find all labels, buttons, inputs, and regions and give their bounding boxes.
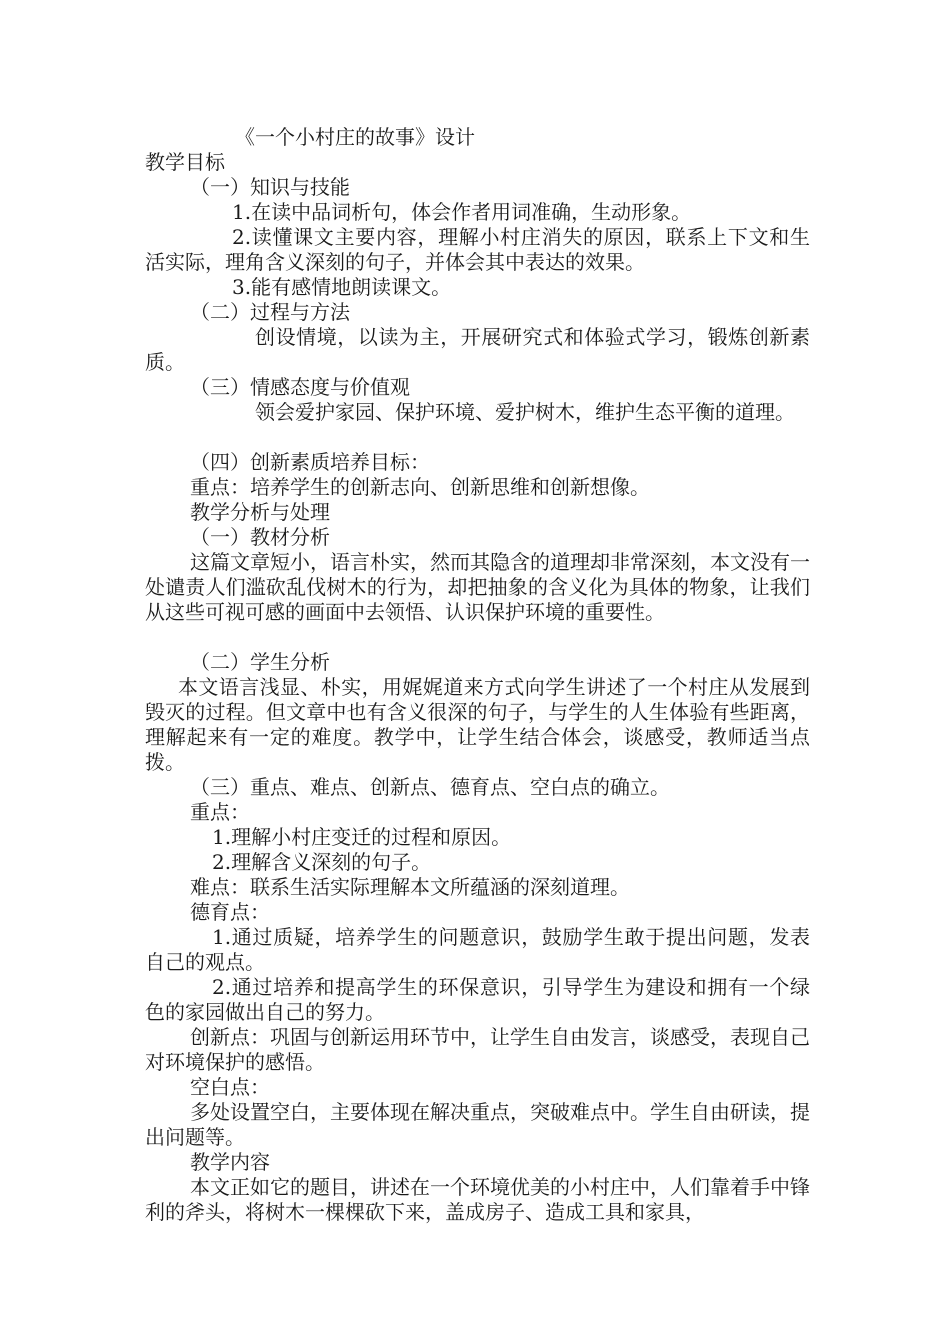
- section-heading-analysis: 教学分析与处理: [190, 500, 330, 524]
- key-item-2: 2.理解含义深刻的句子。: [212, 850, 432, 874]
- content-text: 本文正如它的题目，讲述在一个环境优美的小村庄中，人们靠着手中锋利的斧头，将树木一棵棵砍下来，盖成房子、造成工具和家具，: [145, 1175, 810, 1224]
- section-heading-objectives: 教学目标: [145, 150, 225, 174]
- subheading-innovation-goals: （四）创新素质培养目标：: [190, 450, 430, 474]
- document-title: 《一个小村庄的故事》设计: [235, 125, 475, 149]
- key-label: 重点：: [190, 800, 250, 824]
- subheading-material-analysis: （一）教材分析: [190, 525, 330, 549]
- innovation-goals-text: 重点：培养学生的创新志向、创新思维和创新想像。: [190, 475, 650, 499]
- key-item-1: 1.理解小村庄变迁的过程和原因。: [212, 825, 512, 849]
- subheading-knowledge-skills: （一）知识与技能: [190, 175, 350, 199]
- objective-item-1: 1.在读中品词析句，体会作者用词准确，生动形象。: [232, 200, 692, 224]
- process-method-text: 创设情境，以读为主，开展研究式和体验式学习，锻炼创新素质。: [145, 325, 810, 374]
- subheading-student-analysis: （二）学生分析: [190, 650, 330, 674]
- section-heading-content: 教学内容: [190, 1150, 270, 1174]
- subheading-emotion-values: （三）情感态度与价值观: [190, 375, 410, 399]
- objective-item-3: 3.能有感情地朗读课文。: [232, 275, 452, 299]
- material-analysis-text: 这篇文章短小，语言朴实，然而其隐含的道理却非常深刻，本文没有一处谴责人们滥砍乱伐树木的行为，却把抽象的含义化为具体的物象，让我们从这些可视可感的画面中去领悟、认识保护环境的重要性。: [145, 550, 810, 624]
- emotion-values-text: 领会爱护家园、保护环境、爱护树木，维护生态平衡的道理。: [255, 400, 795, 424]
- moral-item-1: 1.通过质疑，培养学生的问题意识，鼓励学生敢于提出问题，发表自己的观点。: [145, 925, 810, 974]
- blank-point-text: 多处设置空白，主要体现在解决重点，突破难点中。学生自由研读，提出问题等。: [145, 1100, 810, 1149]
- innovation-point-text: 创新点：巩固与创新运用环节中，让学生自由发言，谈感受，表现自己对环境保护的感悟。: [145, 1025, 810, 1074]
- moral-item-2: 2.通过培养和提高学生的环保意识，引导学生为建设和拥有一个绿色的家园做出自己的努力。: [145, 975, 810, 1024]
- student-analysis-text: 本文语言浅显、朴实，用娓娓道来方式向学生讲述了一个村庄从发展到毁灭的过程。但文章中也有含义很深的句子，与学生的人生体验有些距离，理解起来有一定的难度。教学中，让学生结合体会，谈感受，教师适当点拨。: [145, 675, 810, 774]
- blank-label: 空白点：: [190, 1075, 270, 1099]
- subheading-process-method: （二）过程与方法: [190, 300, 350, 324]
- subheading-key-points: （三）重点、难点、创新点、德育点、空白点的确立。: [190, 775, 670, 799]
- moral-label: 德育点：: [190, 900, 270, 924]
- difficulty-text: 难点：联系生活实际理解本文所蕴涵的深刻道理。: [190, 875, 630, 899]
- objective-item-2: 2.读懂课文主要内容，理解小村庄消失的原因，联系上下文和生活实际，理角含义深刻的句子，并体会其中表达的效果。: [145, 225, 810, 274]
